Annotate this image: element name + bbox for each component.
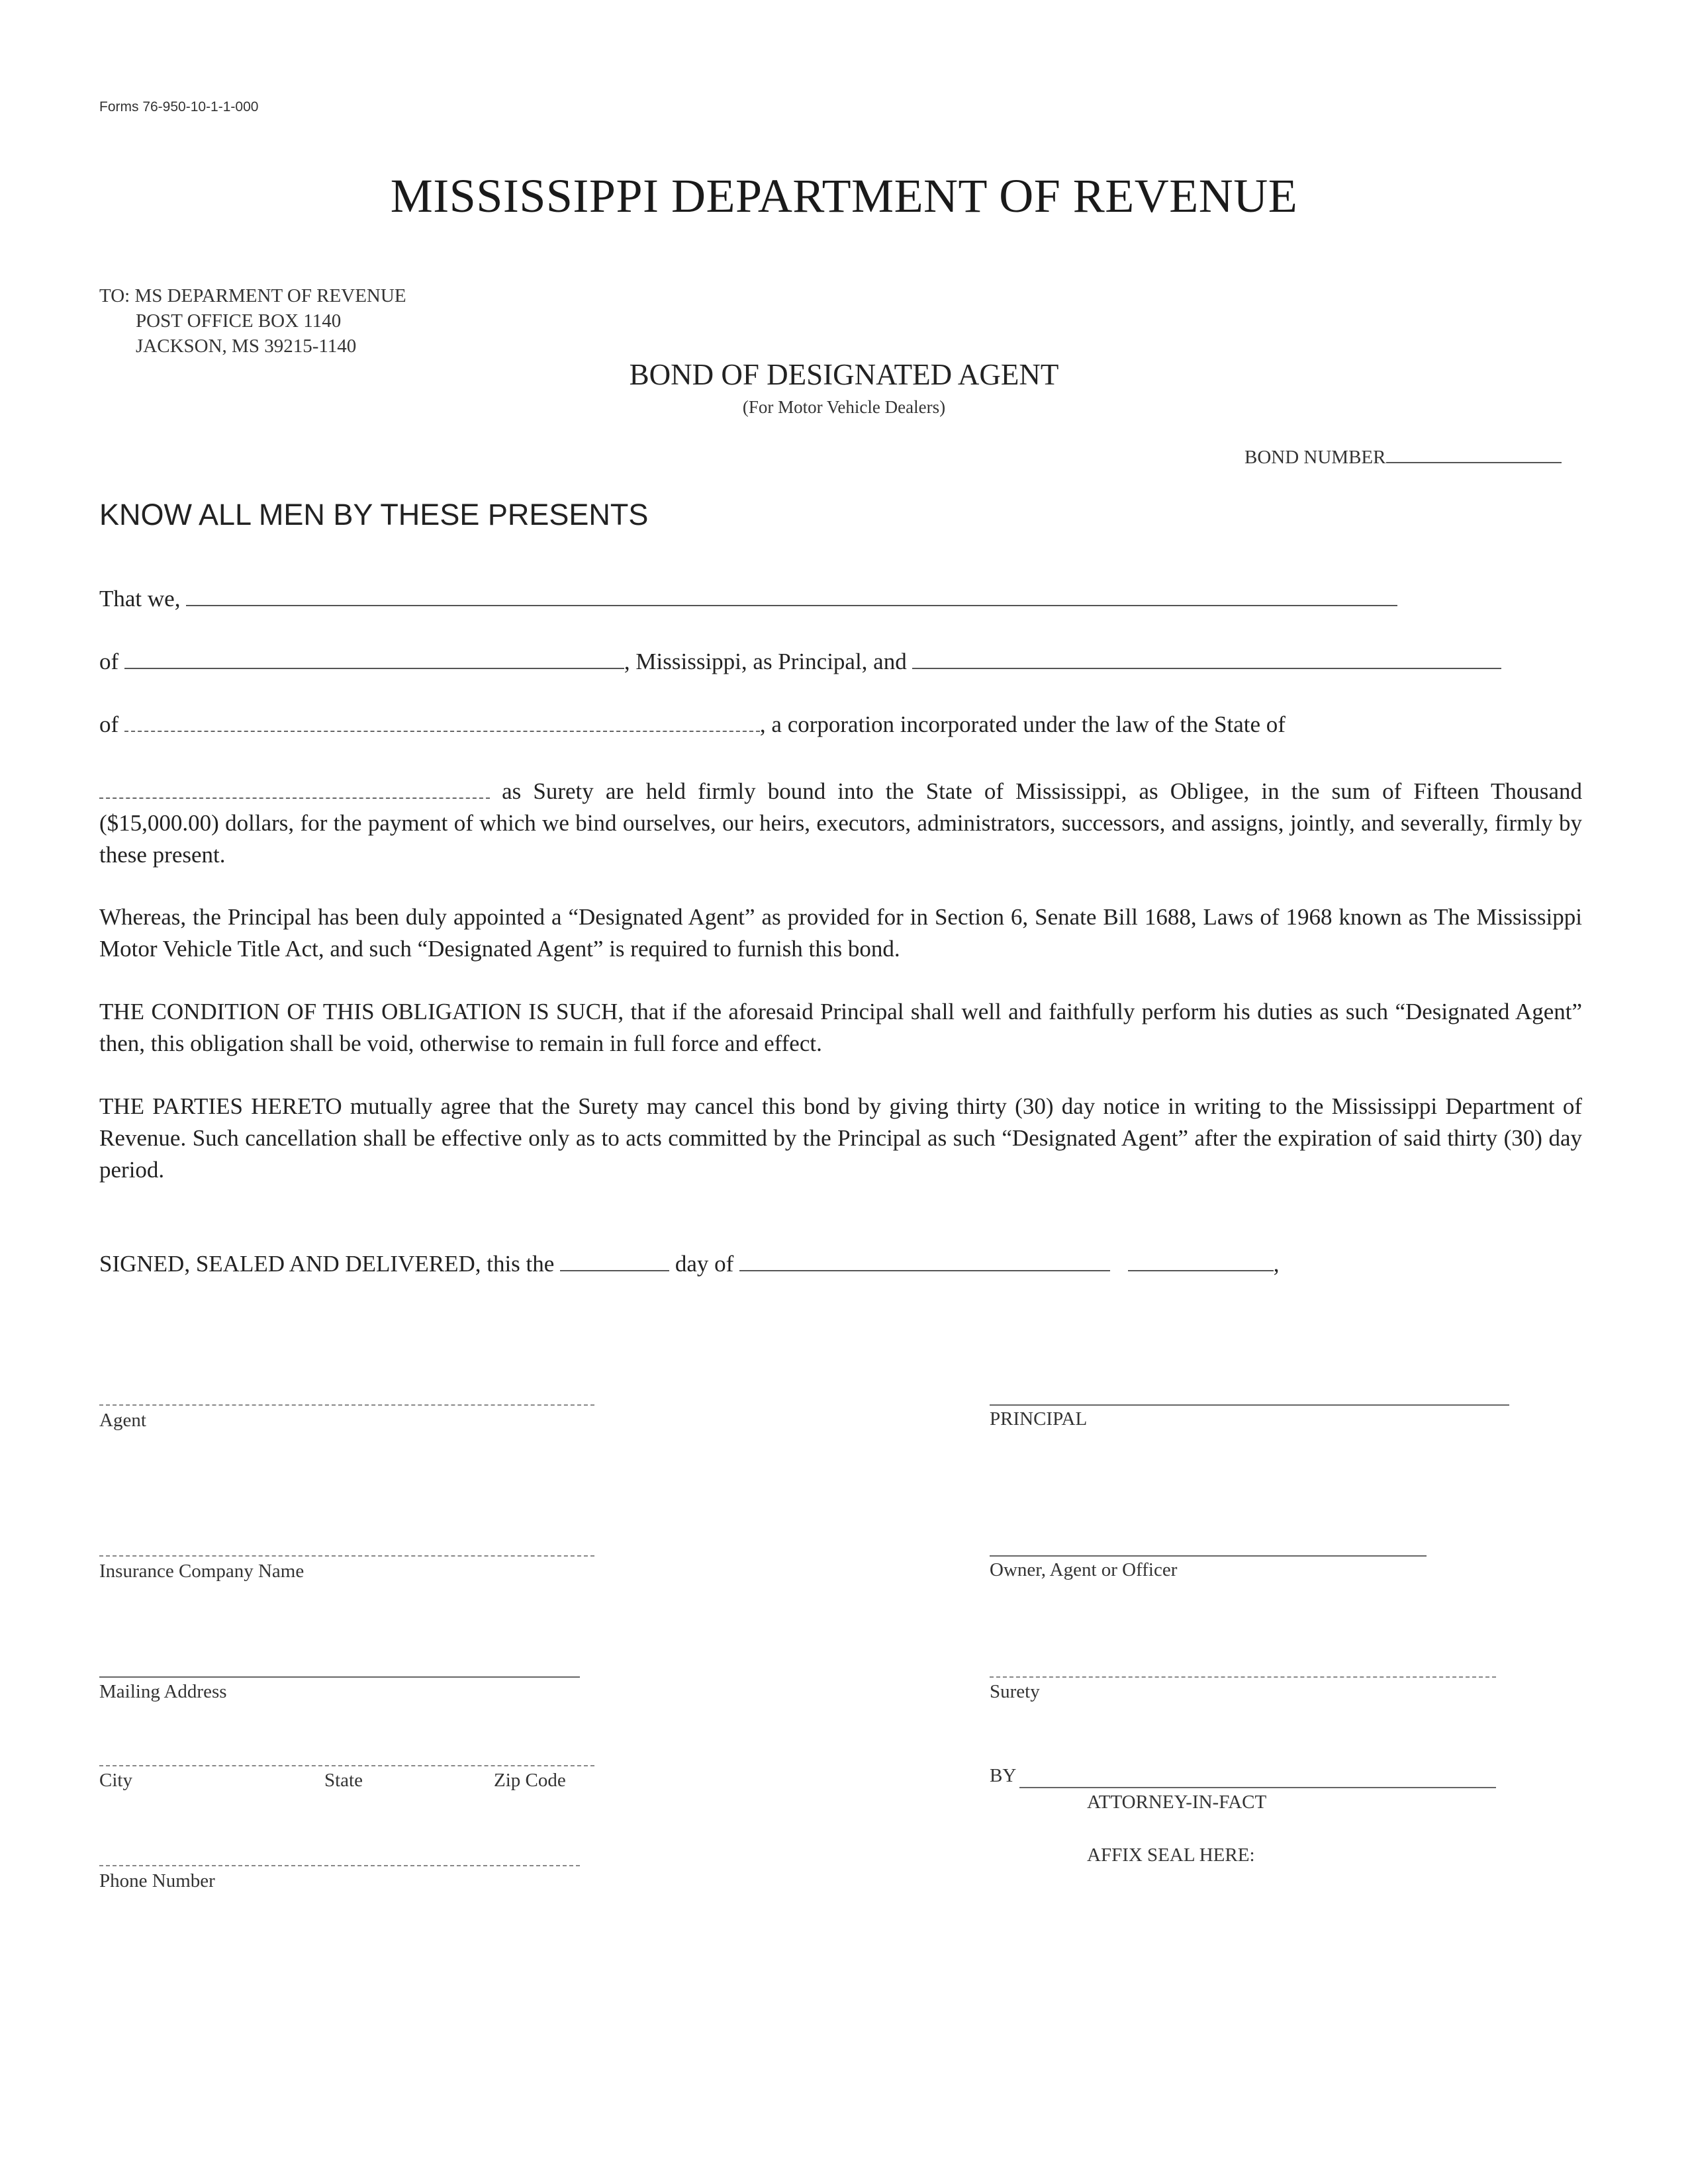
city-label: City	[99, 1770, 132, 1791]
surety-signature-line[interactable]	[990, 1676, 1496, 1678]
of-label-2: of	[99, 711, 119, 737]
signed-row	[99, 1251, 1280, 1277]
that-we-label: That we,	[99, 586, 181, 612]
agent-signature-line[interactable]	[99, 1404, 594, 1406]
phone-number-label: Phone Number	[99, 1870, 215, 1891]
mailing-address-label: Mailing Address	[99, 1681, 227, 1702]
of-label-1: of	[99, 649, 119, 674]
signed-prefix: SIGNED, SEALED AND DELIVERED, this the	[99, 1251, 555, 1277]
that-we-row	[99, 586, 1397, 612]
insurance-company-label: Insurance Company Name	[99, 1561, 305, 1582]
principal-city-field[interactable]	[124, 665, 624, 669]
surety-city-field[interactable]	[124, 728, 760, 732]
signed-day-field[interactable]	[560, 1267, 669, 1271]
city-state-zip-line[interactable]	[99, 1765, 594, 1766]
whereas-paragraph: Whereas, the Principal has been duly appointed a “Designated Agent” as provided for in Section 6, Senate Bill 1688, Laws of 1968 known as The Mississippi Motor Vehicle Title Act, and such “Designated Agent” is required to furnish this bond.	[99, 904, 1582, 962]
surety-location-row	[99, 711, 1286, 738]
owner-agent-officer-line[interactable]	[990, 1555, 1427, 1557]
attorney-in-fact-label: ATTORNEY-IN-FACT	[1087, 1792, 1267, 1813]
principal-location-row	[99, 649, 1501, 675]
principal-name-field[interactable]	[186, 602, 1397, 606]
insurance-company-line[interactable]	[99, 1555, 594, 1557]
bond-number-label: BOND NUMBER	[1244, 447, 1386, 468]
bond-number-row	[1244, 447, 1562, 469]
attorney-in-fact-line[interactable]	[1019, 1787, 1496, 1788]
department-title: MISSISSIPPI DEPARTMENT OF REVENUE	[390, 169, 1298, 222]
phone-number-line[interactable]	[99, 1865, 580, 1866]
zip-code-label: Zip Code	[494, 1770, 566, 1791]
surety-state-field[interactable]	[99, 795, 490, 799]
signed-month-field[interactable]	[739, 1267, 1110, 1271]
address-to: TO: MS DEPARMENT OF REVENUE	[99, 285, 406, 306]
state-label: State	[324, 1770, 363, 1791]
owner-agent-officer-label: Owner, Agent or Officer	[990, 1559, 1178, 1580]
mississippi-principal-text: , Mississippi, as Principal, and	[624, 649, 907, 674]
signed-day-of: day of	[675, 1251, 734, 1277]
mailing-address-line[interactable]	[99, 1676, 580, 1678]
section-heading: KNOW ALL MEN BY THESE PRESENTS	[99, 498, 649, 531]
signed-year-field[interactable]	[1128, 1267, 1274, 1271]
affix-seal-label: AFFIX SEAL HERE:	[1087, 1844, 1255, 1866]
bond-number-field[interactable]	[1386, 459, 1562, 463]
bond-title: BOND OF DESIGNATED AGENT	[629, 358, 1059, 391]
corporation-text: , a corporation incorporated under the law of the State of	[759, 711, 1286, 737]
surety-name-field[interactable]	[912, 665, 1501, 669]
condition-paragraph: THE CONDITION OF THIS OBLIGATION IS SUCH, that if the aforesaid Principal shall well and faithfully perform his duties as such “Designated Agent” then, this obligation shall be void, otherwise to remain in full force and effect.	[99, 999, 1582, 1056]
agent-label: Agent	[99, 1410, 146, 1431]
parties-paragraph: THE PARTIES HERETO mutually agree that the Surety may cancel this bond by giving thirty (30) day notice in writing to the Mississippi Department of Revenue. Such cancellation shall be effective only as to acts committed by the Principal as such “Designated Agent” after the expiration of said thirty (30) day period.	[99, 1093, 1582, 1183]
address-city: JACKSON, MS 39215-1140	[136, 336, 357, 357]
principal-signature-line[interactable]	[990, 1404, 1509, 1406]
by-label: BY	[990, 1765, 1017, 1786]
signed-comma: ,	[1273, 1251, 1280, 1277]
surety-paragraph-text: as Surety are held firmly bound into the State of Mississippi, as Obligee, in the sum of Fifteen Thousand ($15,000.00) dollars, for the payment of which we bind ourselves, our heirs, executors, administrators, successors, and assigns, jointly, and severally, firmly by these present.	[99, 778, 1583, 868]
bond-subtitle: (For Motor Vehicle Dealers)	[742, 397, 946, 417]
surety-label: Surety	[990, 1681, 1040, 1702]
mailing-address-block	[99, 283, 406, 359]
principal-label: PRINCIPAL	[990, 1408, 1088, 1430]
address-box: POST OFFICE BOX 1140	[136, 310, 342, 332]
form-number: Forms 76-950-10-1-1-000	[99, 99, 259, 114]
surety-paragraph	[99, 776, 1582, 871]
